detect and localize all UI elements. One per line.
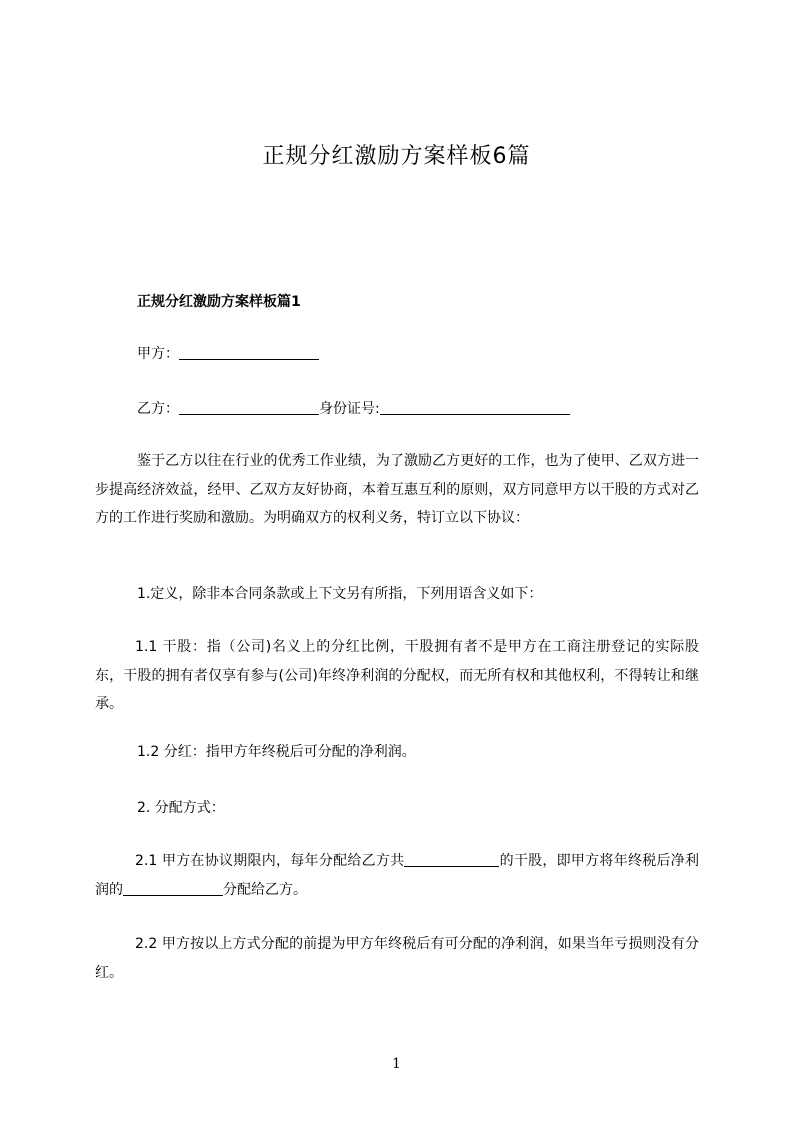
id-number-label: 身份证号: (319, 401, 380, 417)
clause-2-2-text: 2.2 甲方按以上方式分配的前提为甲方年终税后有可分配的净利润，如果当年亏损则没有分红。 (95, 936, 699, 981)
id-number-blank (380, 399, 570, 415)
clause-2: 2. 分配方式： (137, 800, 225, 816)
clause-1-1-paragraph (95, 633, 699, 719)
party-b-blank (179, 399, 319, 415)
clause-2-1-text-c: 分配给乙方。 (223, 881, 307, 898)
page-number: 1 (392, 1056, 401, 1072)
share-blank (404, 851, 499, 867)
party-a-label: 甲方： (137, 346, 179, 362)
intro-text: 鉴于乙方以往在行业的优秀工作业绩，为了激励乙方更好的工作，也为了使甲、乙双方进一步提高经济效益，经甲、乙双方友好协商，本着互惠互利的原则，双方同意甲方以干股的方式对乙方的工作进行奖励和激励。为明确双方的权利义务，特订立以下协议： (95, 453, 699, 526)
document-title: 正规分红激励方案样板6篇 (262, 144, 531, 169)
party-a-line (137, 343, 319, 365)
clause-1-1-text: 1.1 干股：指（公司)名义上的分红比例，干股拥有者不是甲方在工商注册登记的实际股东，干股的拥有者仅享有参与(公司)年终净利润的分配权，而无所有权和其他权利，不得转让和继承。 (95, 639, 699, 712)
clause-2-1-paragraph (95, 847, 699, 904)
clause-1: 1.定义，除非本合同条款或上下文另有所指，下列用语含义如下： (137, 586, 543, 602)
party-b-line (137, 398, 570, 420)
party-a-blank (179, 344, 319, 360)
clause-2-2-paragraph (95, 930, 699, 987)
party-b-label: 乙方： (137, 401, 179, 417)
clause-2-1-text-b: 的干股，即甲方将年终税后净利润的 (95, 853, 699, 898)
clause-2-1-text-a: 2.1 甲方在协议期限内，每年分配给乙方共 (135, 853, 405, 869)
profit-ratio-blank (123, 880, 223, 896)
intro-paragraph (95, 447, 699, 533)
clause-1-2: 1.2 分红：指甲方年终税后可分配的净利润。 (137, 744, 416, 760)
section-heading: 正规分红激励方案样板篇1 (137, 294, 301, 310)
